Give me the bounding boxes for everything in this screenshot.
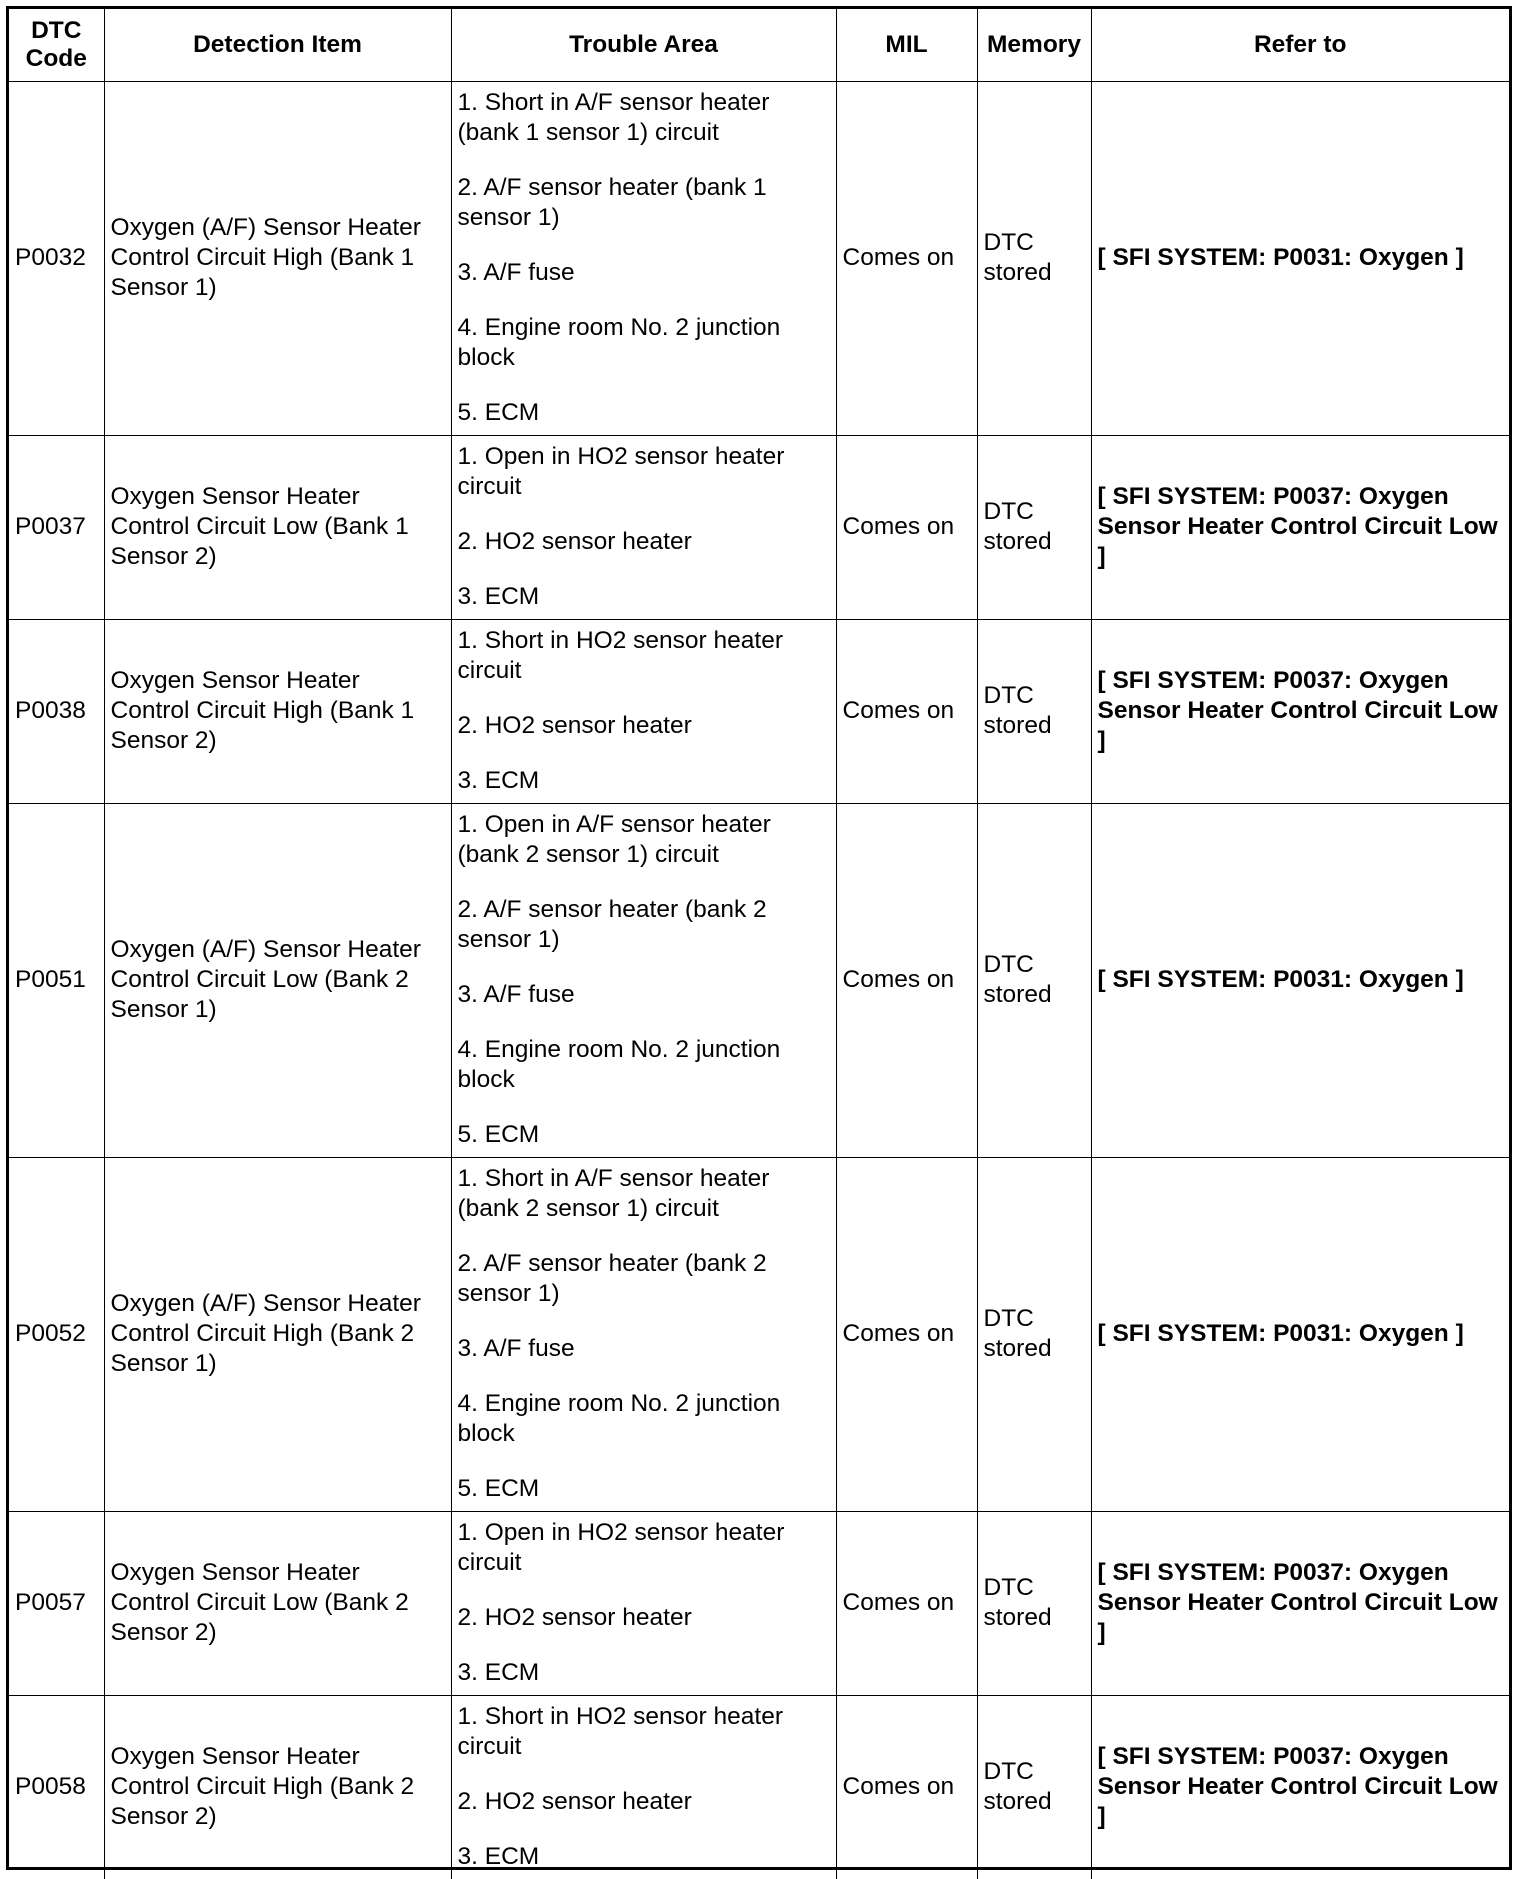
- trouble-area-cell: [451, 1695, 836, 1879]
- trouble-area-item: 4. Engine room No. 2 junction block: [457, 1390, 781, 1447]
- memory-text: stored: [983, 528, 1052, 555]
- memory-text: DTC: [983, 498, 1034, 525]
- dtc-table: [9, 9, 1509, 1879]
- trouble-area-item: 4. Engine room No. 2 junction block: [457, 1036, 781, 1093]
- trouble-area-list: [458, 810, 830, 1150]
- trouble-area-list: [458, 1518, 830, 1688]
- trouble-area-item: 1. Short in A/F sensor heater (bank 2 sensor 1) circuit: [457, 1165, 770, 1222]
- memory-text: stored: [983, 259, 1052, 286]
- table-row: [9, 1511, 1509, 1695]
- detection-item-cell: Oxygen Sensor Heater Control Circuit Low (Bank 2 Sensor 2): [104, 1511, 451, 1695]
- memory-text: stored: [983, 712, 1052, 739]
- memory-text: stored: [983, 1788, 1052, 1816]
- dtc-table-container: [6, 6, 1512, 1870]
- memory-text: stored: [983, 1335, 1052, 1362]
- trouble-area-item: 2. A/F sensor heater (bank 1 sensor 1): [457, 174, 767, 231]
- detection-item-cell: Oxygen (A/F) Sensor Heater Control Circuit High (Bank 2 Sensor 1): [104, 1157, 451, 1511]
- trouble-area-item: 3. ECM: [457, 767, 540, 794]
- trouble-area-list: [458, 442, 830, 612]
- trouble-area-list: [458, 626, 830, 796]
- trouble-area-item: 1. Short in A/F sensor heater (bank 1 sensor 1) circuit: [457, 89, 770, 146]
- header-memory: Memory: [977, 9, 1091, 81]
- dtc-code-cell: P0057: [9, 1511, 104, 1695]
- memory-text: DTC: [983, 1574, 1034, 1601]
- memory-text: DTC: [983, 682, 1034, 709]
- mil-cell: Comes on: [836, 1157, 977, 1511]
- header-row: [9, 9, 1509, 81]
- trouble-area-cell: [451, 81, 836, 435]
- trouble-area-item: 3. ECM: [457, 583, 540, 610]
- trouble-area-item: 1. Open in HO2 sensor heater circuit: [457, 443, 785, 500]
- trouble-area-item: 1. Open in A/F sensor heater (bank 2 sensor 1) circuit: [457, 811, 771, 868]
- mil-cell: Comes on: [836, 435, 977, 619]
- dtc-code-cell: P0037: [9, 435, 104, 619]
- detection-item-cell: Oxygen Sensor Heater Control Circuit High (Bank 1 Sensor 2): [104, 619, 451, 803]
- table-row: [9, 435, 1509, 619]
- trouble-area-item: 3. A/F fuse: [457, 981, 575, 1008]
- trouble-area-list: [458, 1164, 830, 1504]
- refer-to-cell: [ SFI SYSTEM: P0037: Oxygen Sensor Heater Control Circuit Low ]: [1091, 435, 1509, 619]
- memory-text: DTC: [983, 1758, 1034, 1786]
- trouble-area-item: 3. ECM: [457, 1843, 540, 1871]
- mil-cell: Comes on: [836, 803, 977, 1157]
- table-row: [9, 619, 1509, 803]
- memory-cell: [977, 1511, 1091, 1695]
- dtc-code-cell: P0032: [9, 81, 104, 435]
- memory-cell: [977, 81, 1091, 435]
- memory-cell: [977, 435, 1091, 619]
- trouble-area-item: 2. HO2 sensor heater: [457, 712, 692, 739]
- dtc-code-cell: P0051: [9, 803, 104, 1157]
- table-row: [9, 1157, 1509, 1511]
- dtc-code-cell: P0058: [9, 1695, 104, 1879]
- trouble-area-item: 5. ECM: [457, 1121, 540, 1148]
- dtc-code-cell: P0038: [9, 619, 104, 803]
- refer-to-cell: [ SFI SYSTEM: P0031: Oxygen ]: [1091, 81, 1509, 435]
- trouble-area-cell: [451, 435, 836, 619]
- memory-text: DTC: [983, 229, 1034, 256]
- refer-to-cell: [ SFI SYSTEM: P0037: Oxygen Sensor Heater Control Circuit Low ]: [1091, 1695, 1509, 1879]
- trouble-area-item: 2. HO2 sensor heater: [457, 1604, 692, 1631]
- trouble-area-item: 2. A/F sensor heater (bank 2 sensor 1): [457, 896, 767, 953]
- memory-text: DTC: [983, 951, 1034, 978]
- refer-to-cell: [ SFI SYSTEM: P0031: Oxygen ]: [1091, 803, 1509, 1157]
- trouble-area-item: 1. Short in HO2 sensor heater circuit: [457, 1703, 783, 1761]
- dtc-code-cell: P0052: [9, 1157, 104, 1511]
- memory-cell: [977, 803, 1091, 1157]
- trouble-area-item: 1. Short in HO2 sensor heater circuit: [457, 627, 783, 684]
- table-row: [9, 81, 1509, 435]
- table-row: [9, 1695, 1509, 1879]
- trouble-area-item: 2. A/F sensor heater (bank 2 sensor 1): [457, 1250, 767, 1307]
- trouble-area-item: 2. HO2 sensor heater: [457, 528, 692, 555]
- trouble-area-cell: [451, 1157, 836, 1511]
- trouble-area-item: 5. ECM: [457, 399, 540, 426]
- detection-item-cell: Oxygen (A/F) Sensor Heater Control Circuit Low (Bank 2 Sensor 1): [104, 803, 451, 1157]
- mil-cell: Comes on: [836, 1511, 977, 1695]
- refer-to-cell: [ SFI SYSTEM: P0037: Oxygen Sensor Heater Control Circuit Low ]: [1091, 619, 1509, 803]
- trouble-area-cell: [451, 1511, 836, 1695]
- trouble-area-item: 5. ECM: [457, 1475, 540, 1502]
- refer-to-cell: [ SFI SYSTEM: P0037: Oxygen Sensor Heater Control Circuit Low ]: [1091, 1511, 1509, 1695]
- trouble-area-list: [458, 88, 830, 428]
- trouble-area-item: 1. Open in HO2 sensor heater circuit: [457, 1519, 785, 1576]
- trouble-area-list: [458, 1702, 830, 1872]
- memory-text: DTC: [983, 1305, 1034, 1332]
- header-refer-to: Refer to: [1091, 9, 1509, 81]
- trouble-area-item: 3. A/F fuse: [457, 1335, 575, 1362]
- dtc-table-body: [9, 81, 1509, 1879]
- trouble-area-item: 4. Engine room No. 2 junction block: [457, 314, 781, 371]
- trouble-area-cell: [451, 803, 836, 1157]
- memory-cell: [977, 619, 1091, 803]
- table-row: [9, 803, 1509, 1157]
- trouble-area-item: 3. ECM: [457, 1659, 540, 1686]
- refer-to-cell: [ SFI SYSTEM: P0031: Oxygen ]: [1091, 1157, 1509, 1511]
- header-trouble-area: Trouble Area: [451, 9, 836, 81]
- header-detection-item: Detection Item: [104, 9, 451, 81]
- memory-text: stored: [983, 981, 1052, 1008]
- mil-cell: Comes on: [836, 1695, 977, 1879]
- trouble-area-item: 3. A/F fuse: [457, 259, 575, 286]
- trouble-area-cell: [451, 619, 836, 803]
- header-dtc-code: DTC Code: [9, 9, 104, 81]
- detection-item-cell: Oxygen Sensor Heater Control Circuit High (Bank 2 Sensor 2): [104, 1695, 451, 1879]
- mil-cell: Comes on: [836, 619, 977, 803]
- memory-cell: [977, 1695, 1091, 1879]
- detection-item-cell: Oxygen (A/F) Sensor Heater Control Circuit High (Bank 1 Sensor 1): [104, 81, 451, 435]
- memory-cell: [977, 1157, 1091, 1511]
- mil-cell: Comes on: [836, 81, 977, 435]
- trouble-area-item: 2. HO2 sensor heater: [457, 1788, 692, 1816]
- memory-text: stored: [983, 1604, 1052, 1631]
- header-mil: MIL: [836, 9, 977, 81]
- detection-item-cell: Oxygen Sensor Heater Control Circuit Low (Bank 1 Sensor 2): [104, 435, 451, 619]
